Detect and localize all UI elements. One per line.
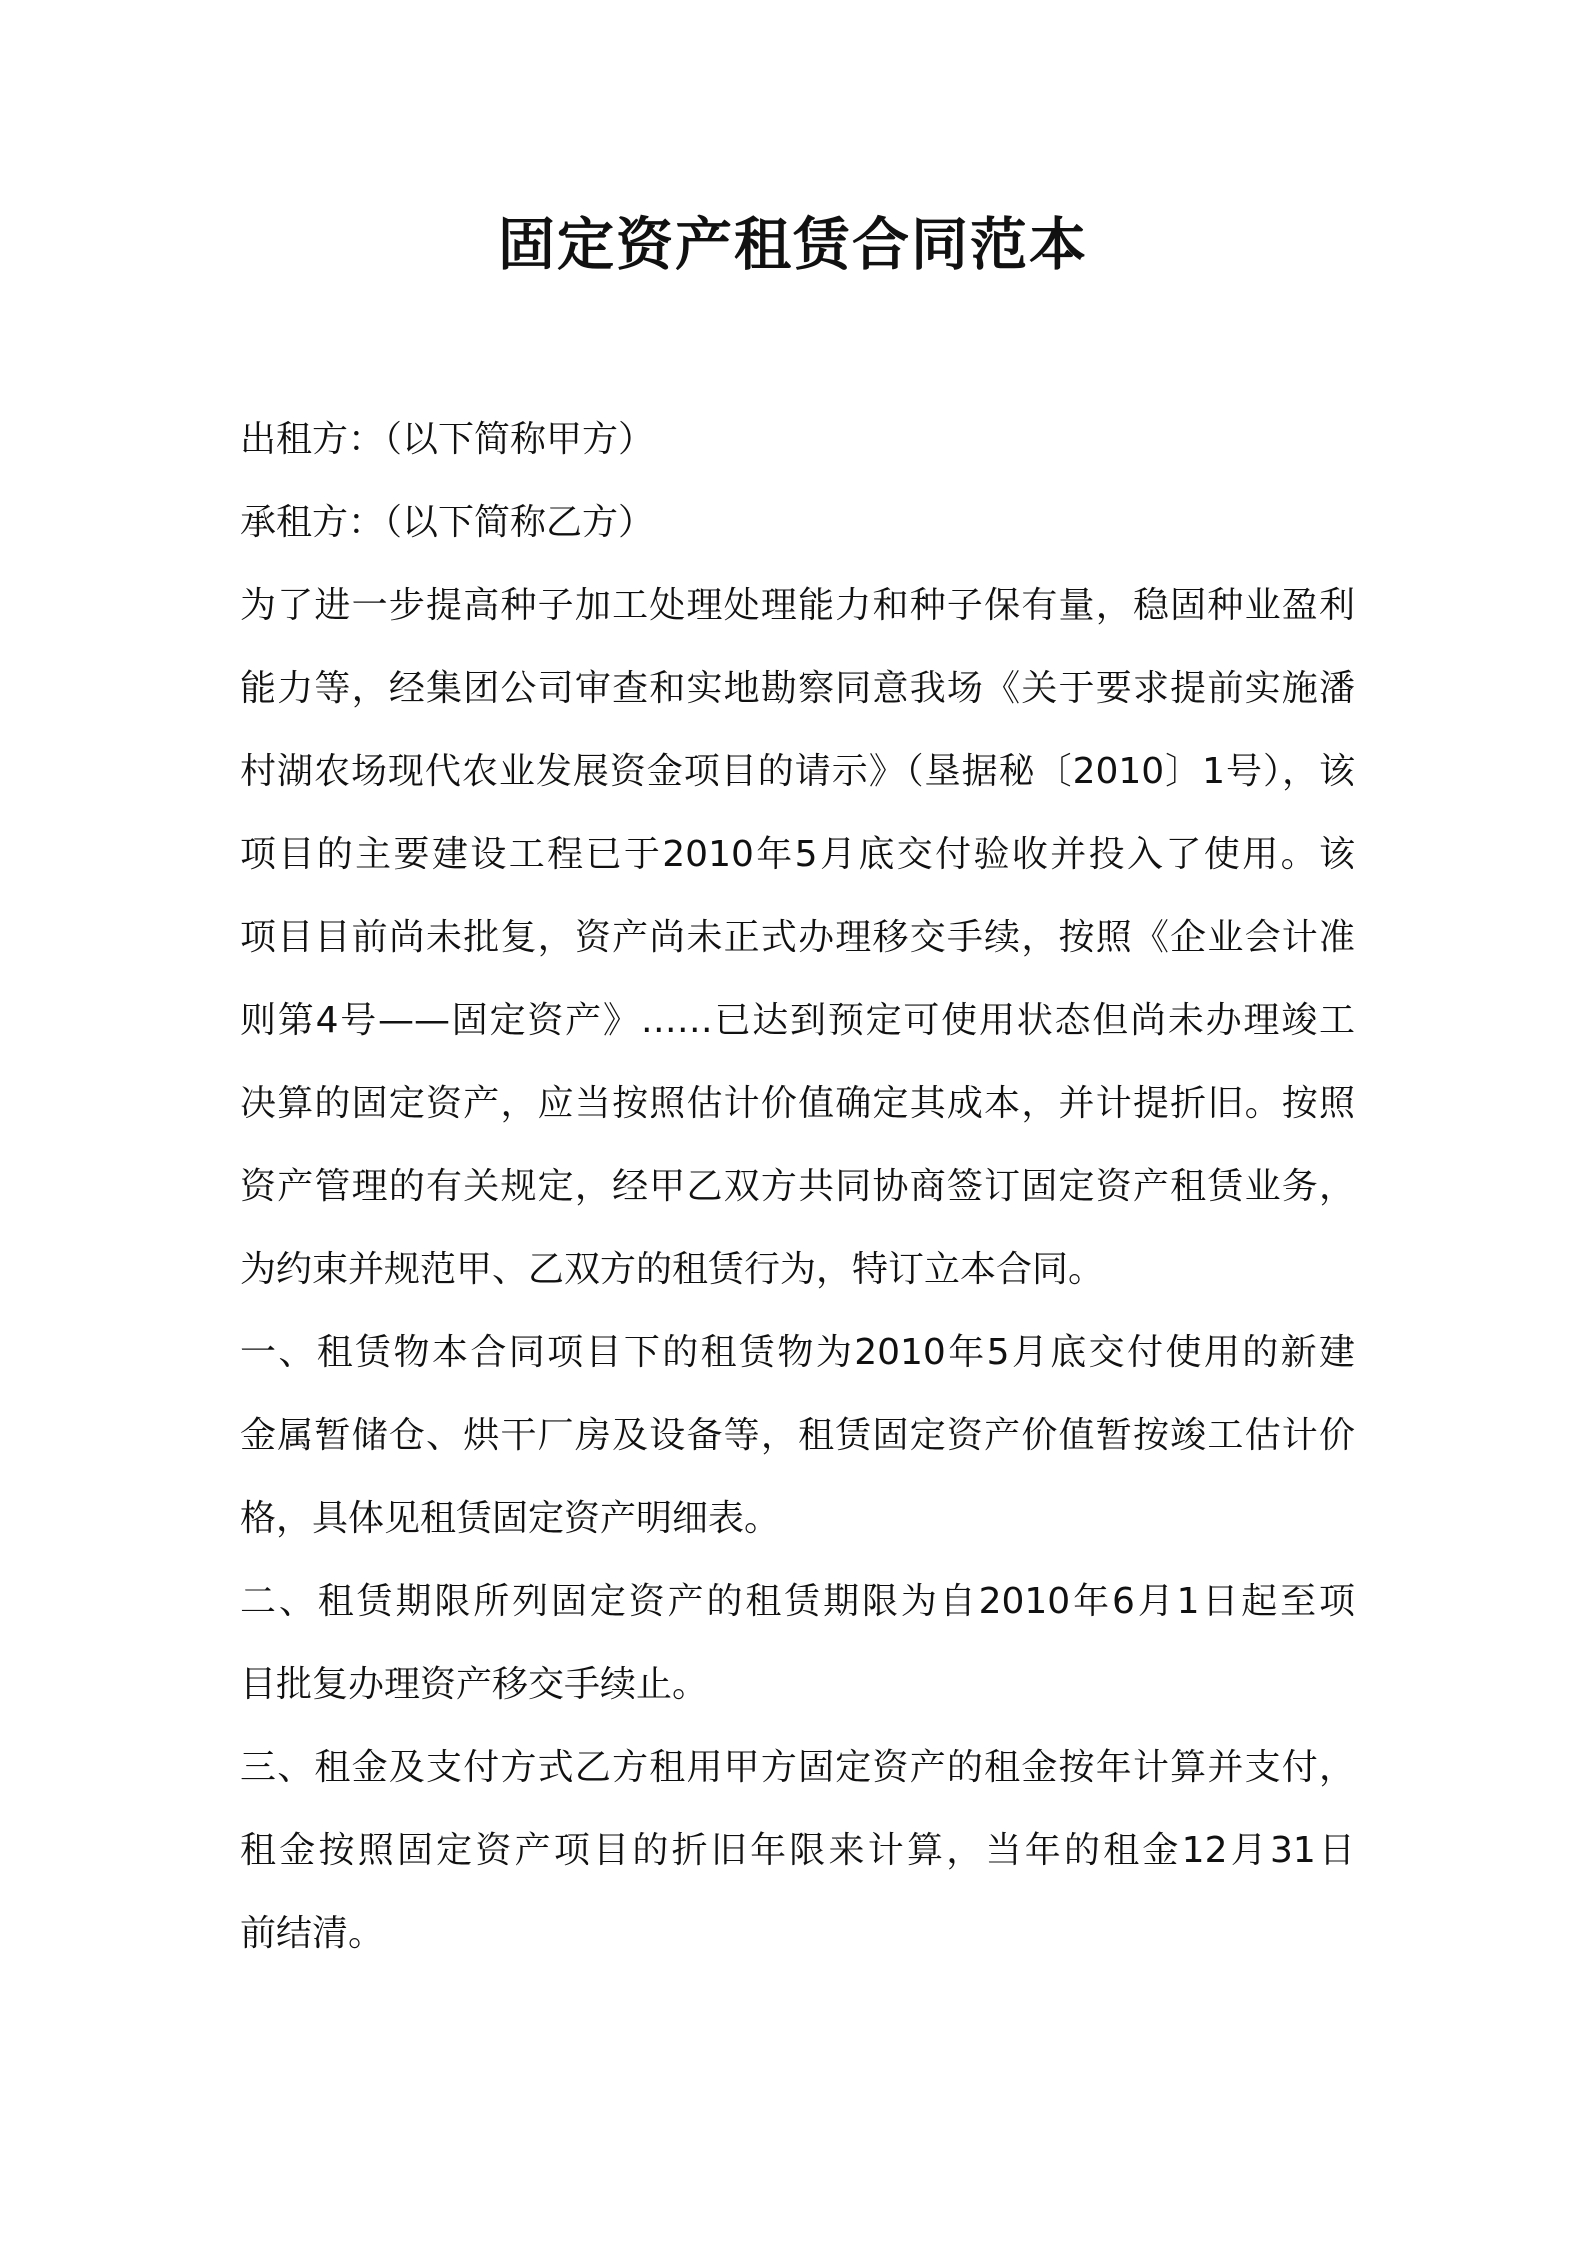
clause-line: 一、租赁物本合同项目下的租赁物为2010年5月底交付使用的新建 — [240, 1332, 1355, 1373]
clause-line: 前结清。 — [240, 1913, 385, 1954]
lessor-line: 出租方：（以下简称甲方） — [240, 419, 655, 460]
paragraph-line: 村湖农场现代农业发展资金项目的请示》（垦据秘〔2010〕1号），该 — [240, 751, 1355, 792]
paragraph-line: 能力等，经集团公司审查和实地勘察同意我场《关于要求提前实施潘 — [240, 668, 1355, 709]
document-title: 固定资产租赁合同范本 — [498, 212, 1088, 278]
lessee-line: 承租方：（以下简称乙方） — [240, 502, 655, 543]
paragraph-line: 项目目前尚未批复，资产尚未正式办理移交手续，按照《企业会计准 — [240, 917, 1355, 958]
document-body — [240, 398, 1355, 1975]
paragraph-line: 资产管理的有关规定，经甲乙双方共同协商签订固定资产租赁业务， — [240, 1166, 1355, 1207]
clause-line: 二、租赁期限所列固定资产的租赁期限为自2010年6月1日起至项 — [240, 1581, 1355, 1622]
paragraph-line: 决算的固定资产，应当按照估计价值确定其成本，并计提折旧。按照 — [240, 1083, 1355, 1124]
clause-line: 三、租金及支付方式乙方租用甲方固定资产的租金按年计算并支付， — [240, 1747, 1355, 1788]
paragraph-line: 为了进一步提高种子加工处理处理能力和种子保有量，稳固种业盈利 — [240, 585, 1355, 626]
clause-line: 格，具体见租赁固定资产明细表。 — [240, 1498, 781, 1539]
clause-line: 金属暂储仓、烘干厂房及设备等，租赁固定资产价值暂按竣工估计价 — [240, 1415, 1355, 1456]
clause-line: 目批复办理资产移交手续止。 — [240, 1664, 709, 1705]
paragraph-line: 则第4号——固定资产》……已达到预定可使用状态但尚未办理竣工 — [240, 1000, 1355, 1041]
paragraph-line: 项目的主要建设工程已于2010年5月底交付验收并投入了使用。该 — [240, 834, 1355, 875]
paragraph-line: 为约束并规范甲、乙双方的租赁行为，特订立本合同。 — [240, 1249, 1105, 1290]
clause-line: 租金按照固定资产项目的折旧年限来计算，当年的租金12月31日 — [240, 1830, 1355, 1871]
